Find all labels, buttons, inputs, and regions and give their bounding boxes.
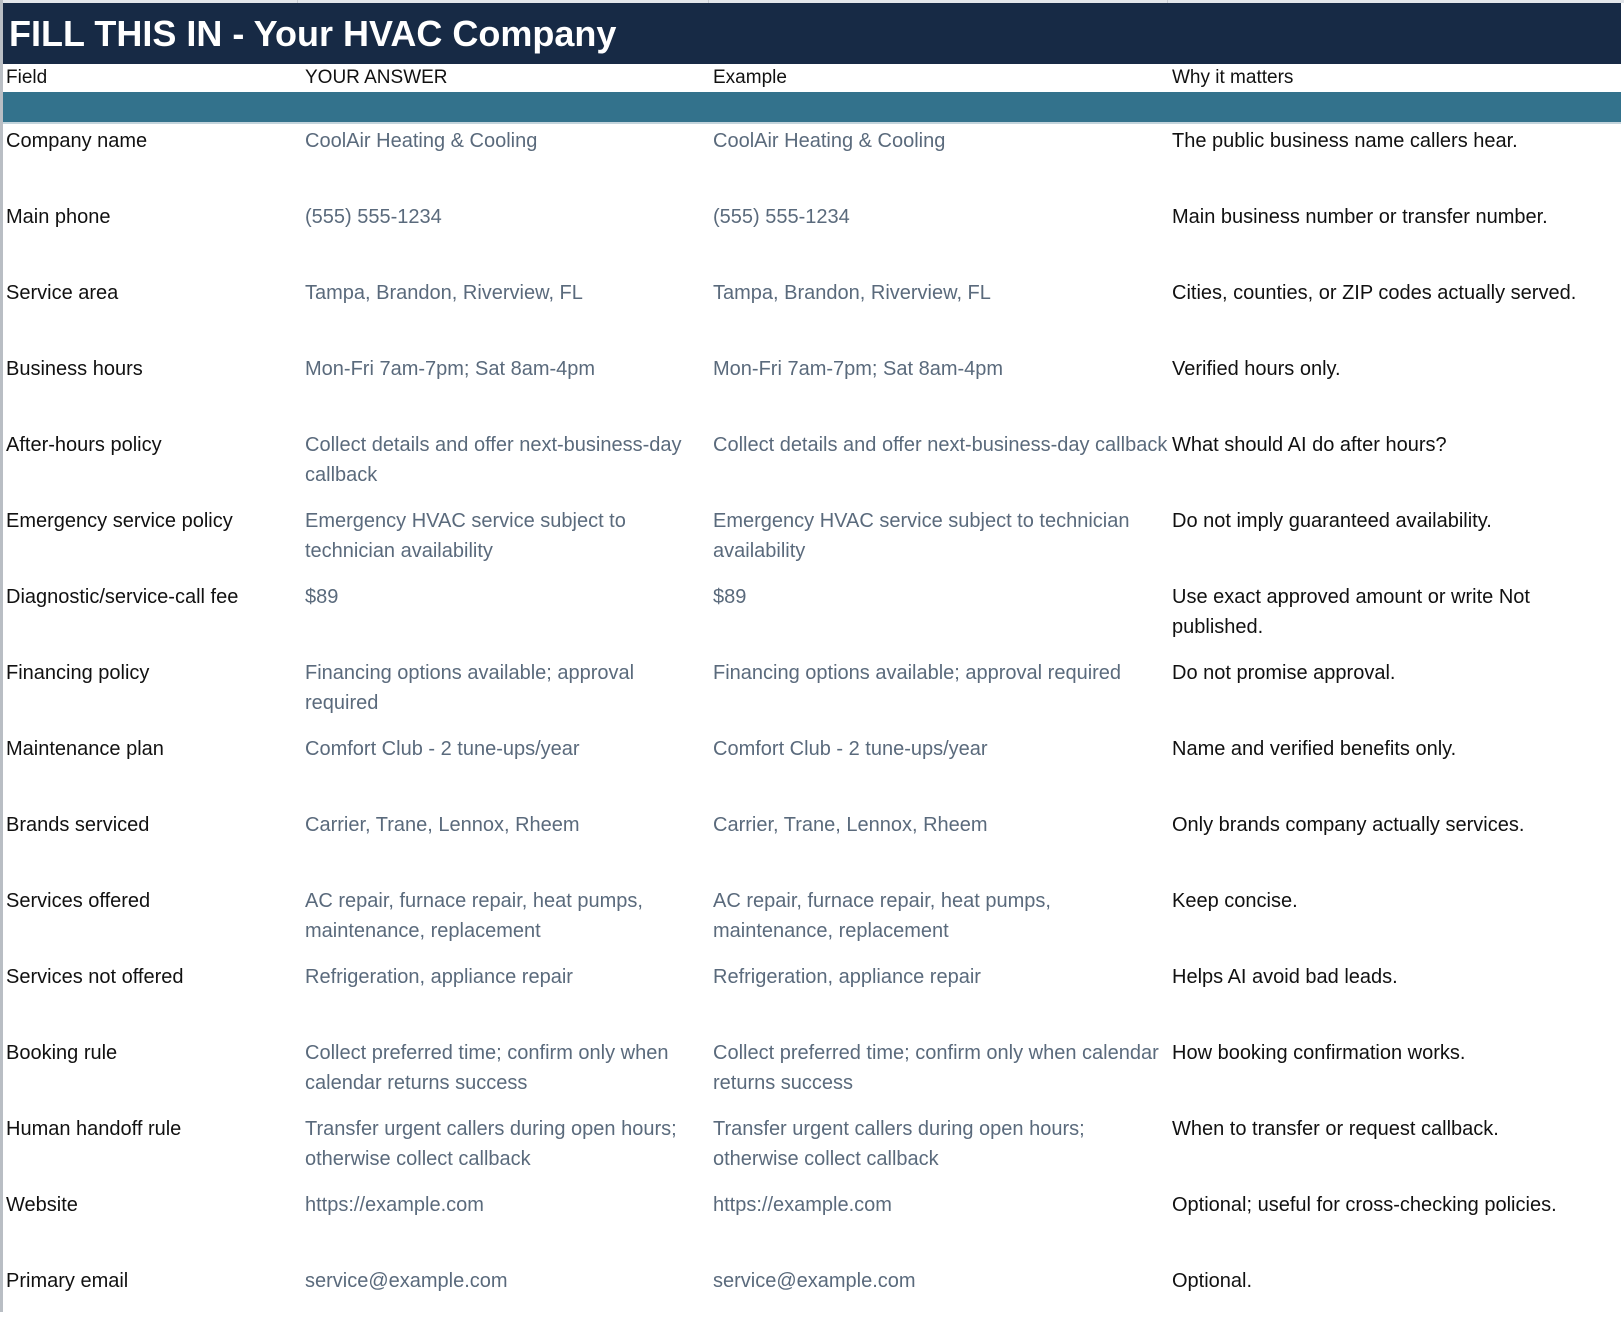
table-row: [3, 1264, 1621, 1340]
cell-field[interactable]: Service area: [6, 282, 119, 304]
table-row: [3, 504, 1621, 580]
table-row: [3, 1112, 1621, 1188]
table-row: [3, 960, 1621, 1036]
cell-field[interactable]: Brands serviced: [6, 814, 150, 836]
cell-example[interactable]: Collect preferred time; confirm only when calendar returns success: [713, 1042, 1159, 1094]
column-header-why-it-matters[interactable]: Why it matters: [1172, 67, 1294, 88]
table-row: [3, 808, 1621, 884]
cell-field[interactable]: Services not offered: [6, 966, 184, 988]
cell-your-answer[interactable]: $89: [305, 586, 339, 608]
cell-example[interactable]: https://example.com: [713, 1194, 892, 1216]
cell-example[interactable]: (555) 555-1234: [713, 206, 850, 228]
cell-example[interactable]: Collect details and offer next-business-day callback: [713, 434, 1168, 456]
cell-why-it-matters[interactable]: When to transfer or request callback.: [1172, 1118, 1499, 1140]
cell-your-answer[interactable]: Collect preferred time; confirm only when calendar returns success: [305, 1042, 669, 1094]
table-row: [3, 352, 1621, 428]
table-row: [3, 276, 1621, 352]
cell-your-answer[interactable]: https://example.com: [305, 1194, 484, 1216]
cell-example[interactable]: $89: [713, 586, 747, 608]
cell-field[interactable]: Financing policy: [6, 662, 150, 684]
cell-why-it-matters[interactable]: Helps AI avoid bad leads.: [1172, 966, 1398, 988]
table-row: [3, 884, 1621, 960]
cell-why-it-matters[interactable]: What should AI do after hours?: [1172, 434, 1447, 456]
cell-your-answer[interactable]: Carrier, Trane, Lennox, Rheem: [305, 814, 580, 836]
table-row: [3, 200, 1621, 276]
cell-why-it-matters[interactable]: Do not imply guaranteed availability.: [1172, 510, 1492, 532]
table-row: [3, 1036, 1621, 1112]
cell-why-it-matters[interactable]: Main business number or transfer number.: [1172, 206, 1548, 228]
cell-example[interactable]: CoolAir Heating & Cooling: [713, 130, 946, 152]
cell-example[interactable]: service@example.com: [713, 1270, 916, 1292]
cell-why-it-matters[interactable]: The public business name callers hear.: [1172, 130, 1518, 152]
cell-your-answer[interactable]: Refrigeration, appliance repair: [305, 966, 573, 988]
cell-field[interactable]: Website: [6, 1194, 78, 1216]
cell-your-answer[interactable]: Financing options available; approval required: [305, 662, 635, 714]
column-header-field[interactable]: Field: [6, 67, 48, 88]
cell-example[interactable]: Refrigeration, appliance repair: [713, 966, 981, 988]
table-row: [3, 656, 1621, 732]
cell-why-it-matters[interactable]: How booking confirmation works.: [1172, 1042, 1466, 1064]
table-row: [3, 580, 1621, 656]
cell-why-it-matters[interactable]: Optional.: [1172, 1270, 1253, 1292]
cell-field[interactable]: After-hours policy: [6, 434, 162, 456]
cell-example[interactable]: Emergency HVAC service subject to technician availability: [713, 510, 1130, 562]
cell-example[interactable]: Tampa, Brandon, Riverview, FL: [713, 282, 991, 304]
sheet-title[interactable]: FILL THIS IN - Your HVAC Company: [3, 3, 1621, 64]
cell-field[interactable]: Primary email: [6, 1270, 129, 1292]
column-header-your-answer[interactable]: YOUR ANSWER: [305, 67, 448, 88]
cell-your-answer[interactable]: Collect details and offer next-business-day callback: [305, 434, 682, 486]
cell-example[interactable]: Mon-Fri 7am-7pm; Sat 8am-4pm: [713, 358, 1004, 380]
cell-your-answer[interactable]: service@example.com: [305, 1270, 508, 1292]
cell-field[interactable]: Booking rule: [6, 1042, 118, 1064]
cell-your-answer[interactable]: Comfort Club - 2 tune-ups/year: [305, 738, 580, 760]
cell-field[interactable]: Main phone: [6, 206, 111, 228]
cell-why-it-matters[interactable]: Only brands company actually services.: [1172, 814, 1525, 836]
cell-field[interactable]: Business hours: [6, 358, 143, 380]
cell-example[interactable]: Transfer urgent callers during open hours; otherwise collect callback: [713, 1118, 1085, 1170]
cell-field[interactable]: Diagnostic/service-call fee: [6, 586, 239, 608]
cell-your-answer[interactable]: CoolAir Heating & Cooling: [305, 130, 538, 152]
cell-example[interactable]: AC repair, furnace repair, heat pumps, maintenance, replacement: [713, 890, 1051, 942]
cell-your-answer[interactable]: Mon-Fri 7am-7pm; Sat 8am-4pm: [305, 358, 596, 380]
cell-field[interactable]: Maintenance plan: [6, 738, 164, 760]
cell-example[interactable]: Financing options available; approval required: [713, 662, 1122, 684]
cell-why-it-matters[interactable]: Use exact approved amount or write Not published.: [1172, 586, 1530, 638]
table-row: [3, 732, 1621, 808]
cell-example[interactable]: Carrier, Trane, Lennox, Rheem: [713, 814, 988, 836]
cell-example[interactable]: Comfort Club - 2 tune-ups/year: [713, 738, 988, 760]
cell-field[interactable]: Emergency service policy: [6, 510, 233, 532]
table-row: [3, 124, 1621, 200]
cell-your-answer[interactable]: (555) 555-1234: [305, 206, 442, 228]
cell-why-it-matters[interactable]: Keep concise.: [1172, 890, 1298, 912]
cell-field[interactable]: Company name: [6, 130, 148, 152]
column-header-row: [3, 64, 1621, 92]
cell-why-it-matters[interactable]: Cities, counties, or ZIP codes actually served.: [1172, 282, 1577, 304]
cell-your-answer[interactable]: Transfer urgent callers during open hours; otherwise collect callback: [305, 1118, 677, 1170]
cell-field[interactable]: Services offered: [6, 890, 151, 912]
cell-your-answer[interactable]: Emergency HVAC service subject to technician availability: [305, 510, 626, 562]
cell-why-it-matters[interactable]: Verified hours only.: [1172, 358, 1341, 380]
cell-why-it-matters[interactable]: Do not promise approval.: [1172, 662, 1396, 684]
cell-your-answer[interactable]: AC repair, furnace repair, heat pumps, maintenance, replacement: [305, 890, 643, 942]
header-band: [3, 92, 1621, 122]
column-header-example[interactable]: Example: [713, 67, 787, 88]
cell-your-answer[interactable]: Tampa, Brandon, Riverview, FL: [305, 282, 583, 304]
cell-why-it-matters[interactable]: Name and verified benefits only.: [1172, 738, 1457, 760]
cell-field[interactable]: Human handoff rule: [6, 1118, 182, 1140]
table-row: [3, 428, 1621, 504]
cell-why-it-matters[interactable]: Optional; useful for cross-checking policies.: [1172, 1194, 1557, 1216]
table-row: [3, 1188, 1621, 1264]
